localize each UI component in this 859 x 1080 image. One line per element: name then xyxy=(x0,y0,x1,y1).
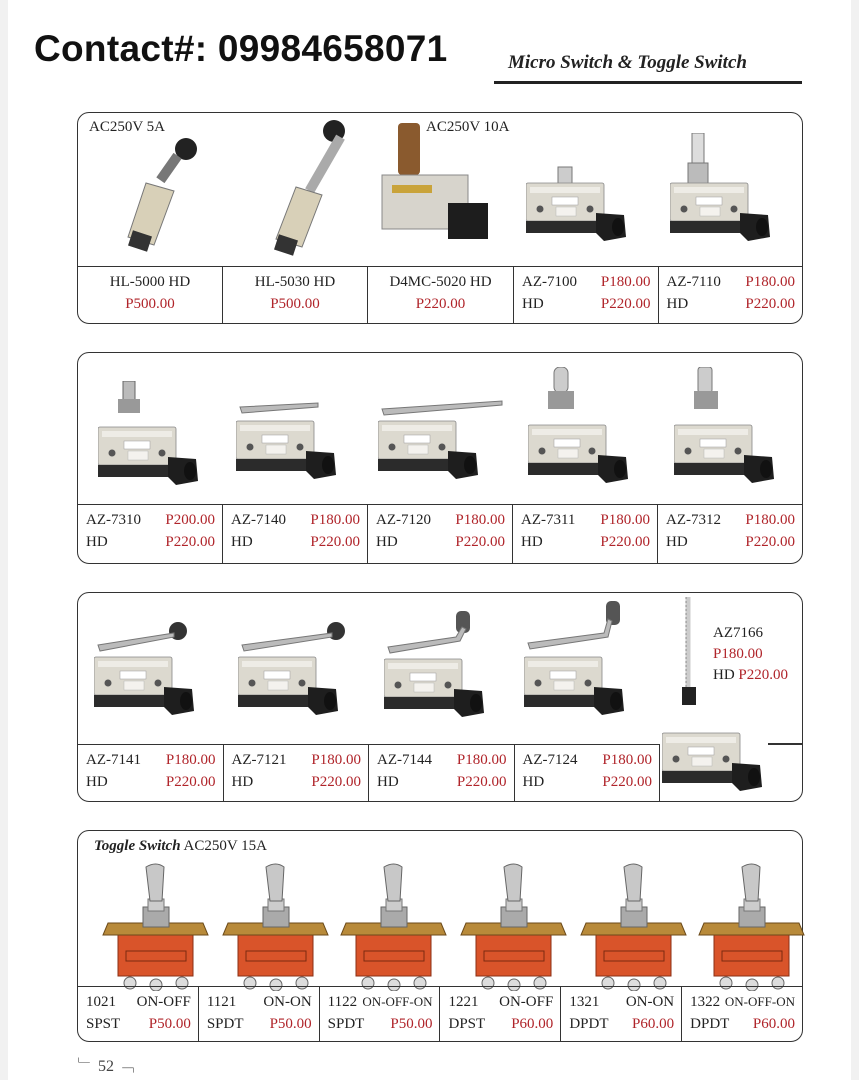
product-cell xyxy=(659,267,803,323)
variant-label: HD xyxy=(376,534,398,550)
switch-mode: ON-ON xyxy=(263,994,312,1010)
toggle-cell xyxy=(440,987,561,1041)
roller-plunger-micro-switch-icon xyxy=(528,367,638,491)
price: P180.00 xyxy=(600,274,651,290)
bent-roller-lever-micro-switch-icon xyxy=(524,601,644,727)
variant-label: HD xyxy=(231,534,253,550)
model-name: HL-5030 HD xyxy=(254,274,336,290)
toggle-cell xyxy=(78,987,199,1041)
variant-line xyxy=(232,774,365,791)
price: P180.00 xyxy=(456,752,507,768)
model-code: AZ7166 xyxy=(713,625,763,641)
model-code: 1121 xyxy=(206,994,237,1010)
variant-label: HD xyxy=(713,667,735,683)
model-code: AZ-7310 xyxy=(86,512,141,528)
model-code: AZ-7144 xyxy=(377,752,432,768)
model-line xyxy=(86,994,194,1011)
model-code: 1321 xyxy=(569,994,600,1010)
price: P180.00 xyxy=(311,752,361,768)
toggle-switch-icon xyxy=(98,861,213,991)
switch-mode: ON-OFF xyxy=(136,994,191,1010)
model-code: AZ-7100 xyxy=(522,274,577,290)
variant-label: HD xyxy=(522,296,544,312)
variant-label: HD xyxy=(666,296,689,312)
section-limit-switches xyxy=(77,112,803,324)
price: P180.00 xyxy=(600,512,650,528)
variant-price: P220.00 xyxy=(738,667,789,683)
model-code: AZ-7121 xyxy=(231,752,287,768)
model-line xyxy=(690,994,798,1011)
variant-label: HD xyxy=(377,774,399,790)
model-line xyxy=(207,994,315,1011)
price: P500.00 xyxy=(125,296,175,312)
variant-line xyxy=(666,534,798,551)
product-cell xyxy=(223,505,368,563)
roller-lever-micro-switch-icon xyxy=(94,615,214,729)
price: P60.00 xyxy=(511,1016,554,1032)
price: P180.00 xyxy=(165,752,216,768)
toggle-switch-icon xyxy=(456,861,571,991)
switch-type: DPDT xyxy=(690,1016,730,1032)
switch-type: SPDT xyxy=(206,1016,244,1032)
model-name xyxy=(667,274,799,291)
cross-roller-micro-switch-icon xyxy=(674,367,784,491)
model-code: AZ-7312 xyxy=(666,512,721,528)
title-underline xyxy=(494,81,802,84)
variant-price: P220.00 xyxy=(455,534,505,550)
type-line xyxy=(328,1016,436,1033)
hinge-lever-micro-switch-icon xyxy=(236,399,356,493)
plunger-micro-switch-icon xyxy=(526,161,636,253)
section3-price-row xyxy=(78,744,660,801)
product-cell xyxy=(78,267,223,323)
price: P180.00 xyxy=(602,752,652,768)
type-line xyxy=(207,1016,315,1033)
model-code: 1221 xyxy=(448,994,479,1010)
switch-type: SPDT xyxy=(327,1016,365,1032)
model-line xyxy=(666,512,798,529)
variant-label: HD xyxy=(666,534,688,550)
model-code: AZ-7120 xyxy=(376,512,431,528)
roller-lever-micro-switch-icon xyxy=(238,615,358,729)
product-cell xyxy=(658,505,802,563)
switch-type: SPST xyxy=(86,1016,121,1032)
model-line xyxy=(86,512,218,529)
price: P180.00 xyxy=(310,512,360,528)
model-line xyxy=(523,752,656,769)
model-line xyxy=(328,994,436,1011)
switch-type: DPST xyxy=(448,1016,486,1032)
divider xyxy=(768,743,802,745)
variant-label: HD xyxy=(521,534,543,550)
toggle-voltage: AC250V 15A xyxy=(183,838,267,854)
switch-mode: ON-ON xyxy=(625,994,675,1010)
page-number-value: 52 xyxy=(98,1058,115,1075)
model-name xyxy=(522,274,654,291)
price: P60.00 xyxy=(752,1016,795,1032)
model-code: AZ-7311 xyxy=(521,512,576,528)
type-line xyxy=(690,1016,798,1033)
variant-label: HD xyxy=(522,774,545,790)
section-toggle-switches xyxy=(77,830,803,1042)
variant-label: HD xyxy=(231,774,254,790)
section-micro-switches xyxy=(77,352,803,564)
section4-price-row xyxy=(78,986,802,1041)
variant-price: P220.00 xyxy=(456,774,507,790)
adjustable-roller-limit-switch-icon xyxy=(246,119,356,259)
product-cell xyxy=(223,267,368,323)
toggle-section-title xyxy=(94,838,267,855)
price: P220.00 xyxy=(415,296,466,312)
toggle-cell xyxy=(682,987,802,1041)
price: P180.00 xyxy=(713,646,763,662)
variant-price: P220.00 xyxy=(602,774,652,790)
product-cell xyxy=(368,267,514,323)
section2-price-row xyxy=(78,504,802,563)
type-line xyxy=(569,1016,677,1033)
product-cell xyxy=(513,505,658,563)
product-cell xyxy=(514,267,659,323)
d4mc-limit-switch-icon xyxy=(378,123,493,241)
price: P50.00 xyxy=(269,1016,312,1032)
type-line xyxy=(448,1016,556,1033)
model-line xyxy=(376,512,508,529)
model-line xyxy=(86,752,219,769)
variant-line xyxy=(523,774,656,791)
roller-limit-switch-icon xyxy=(106,133,206,263)
panel-plunger-micro-switch-icon xyxy=(98,381,208,491)
product-cell xyxy=(224,745,370,801)
variant-line xyxy=(231,534,363,551)
variant-price: P220.00 xyxy=(310,534,360,550)
pin-plunger-micro-switch-icon xyxy=(670,133,780,253)
product-cell xyxy=(368,505,513,563)
price: P180.00 xyxy=(745,512,795,528)
product-cell xyxy=(78,505,223,563)
price: P60.00 xyxy=(632,1016,675,1032)
type-line xyxy=(86,1016,194,1033)
model-line xyxy=(377,752,510,769)
price: P50.00 xyxy=(390,1016,433,1032)
toggle-title: Toggle Switch xyxy=(94,838,181,854)
switch-mode: ON-OFF-ON xyxy=(724,994,795,1009)
toggle-cell xyxy=(320,987,441,1041)
voltage-label-5a: AC250V 5A xyxy=(89,119,165,135)
model-line xyxy=(232,752,365,769)
product-cell xyxy=(515,745,661,801)
variant-line xyxy=(86,774,219,791)
switch-type: DPDT xyxy=(569,1016,609,1032)
variant-price: P220.00 xyxy=(745,534,795,550)
variant-line xyxy=(377,774,510,791)
variant-price: P220.00 xyxy=(600,296,651,312)
variant-line xyxy=(521,534,653,551)
model-code: 1322 xyxy=(690,994,721,1010)
model-code: AZ-7124 xyxy=(522,752,578,768)
model-code: 1122 xyxy=(327,994,358,1010)
variant-line xyxy=(376,534,508,551)
price: P50.00 xyxy=(148,1016,191,1032)
switch-mode: ON-OFF xyxy=(499,994,554,1010)
variant-price: P220.00 xyxy=(165,534,215,550)
voltage-label-10a: AC250V 10A xyxy=(426,119,510,135)
toggle-switch-icon xyxy=(336,861,451,991)
variant-line xyxy=(86,534,218,551)
variant-label: HD xyxy=(86,534,108,550)
toggle-cell xyxy=(561,987,682,1041)
variant-label: HD xyxy=(86,774,108,790)
long-lever-micro-switch-icon xyxy=(378,399,508,493)
spring-wire-micro-switch-icon xyxy=(662,593,772,803)
variant-line xyxy=(667,296,799,313)
model-line xyxy=(521,512,653,529)
page-title: Micro Switch & Toggle Switch xyxy=(508,52,747,73)
toggle-switch-icon xyxy=(218,861,333,991)
model-name: HL-5000 HD xyxy=(109,274,191,290)
model-line xyxy=(569,994,677,1011)
section-roller-lever-switches xyxy=(77,592,803,802)
price: P180.00 xyxy=(455,512,505,528)
model-line xyxy=(231,512,363,529)
price: P180.00 xyxy=(745,274,795,290)
variant-price: P220.00 xyxy=(311,774,361,790)
bent-roller-lever-micro-switch-icon xyxy=(384,607,504,727)
price: P200.00 xyxy=(165,512,215,528)
model-code: AZ-7141 xyxy=(86,752,141,768)
toggle-switch-icon xyxy=(694,861,809,991)
model-name: D4MC-5020 HD xyxy=(389,274,492,290)
product-cell xyxy=(369,745,515,801)
contact-number: Contact#: 09984658071 xyxy=(34,28,448,69)
page-number: ﹂ 52 ﹁ xyxy=(78,1058,135,1075)
variant-price: P220.00 xyxy=(165,774,216,790)
model-line xyxy=(448,994,556,1011)
product-cell xyxy=(78,745,224,801)
model-code: AZ-7110 xyxy=(666,274,721,290)
toggle-switch-icon xyxy=(576,861,691,991)
model-code: AZ-7140 xyxy=(231,512,286,528)
switch-mode: ON-OFF-ON xyxy=(362,994,433,1009)
section1-price-row xyxy=(78,266,802,323)
model-code: 1021 xyxy=(86,994,116,1010)
variant-line xyxy=(522,296,654,313)
price: P500.00 xyxy=(270,296,320,312)
toggle-cell xyxy=(199,987,320,1041)
variant-price: P220.00 xyxy=(600,534,650,550)
variant-price: P220.00 xyxy=(745,296,795,312)
